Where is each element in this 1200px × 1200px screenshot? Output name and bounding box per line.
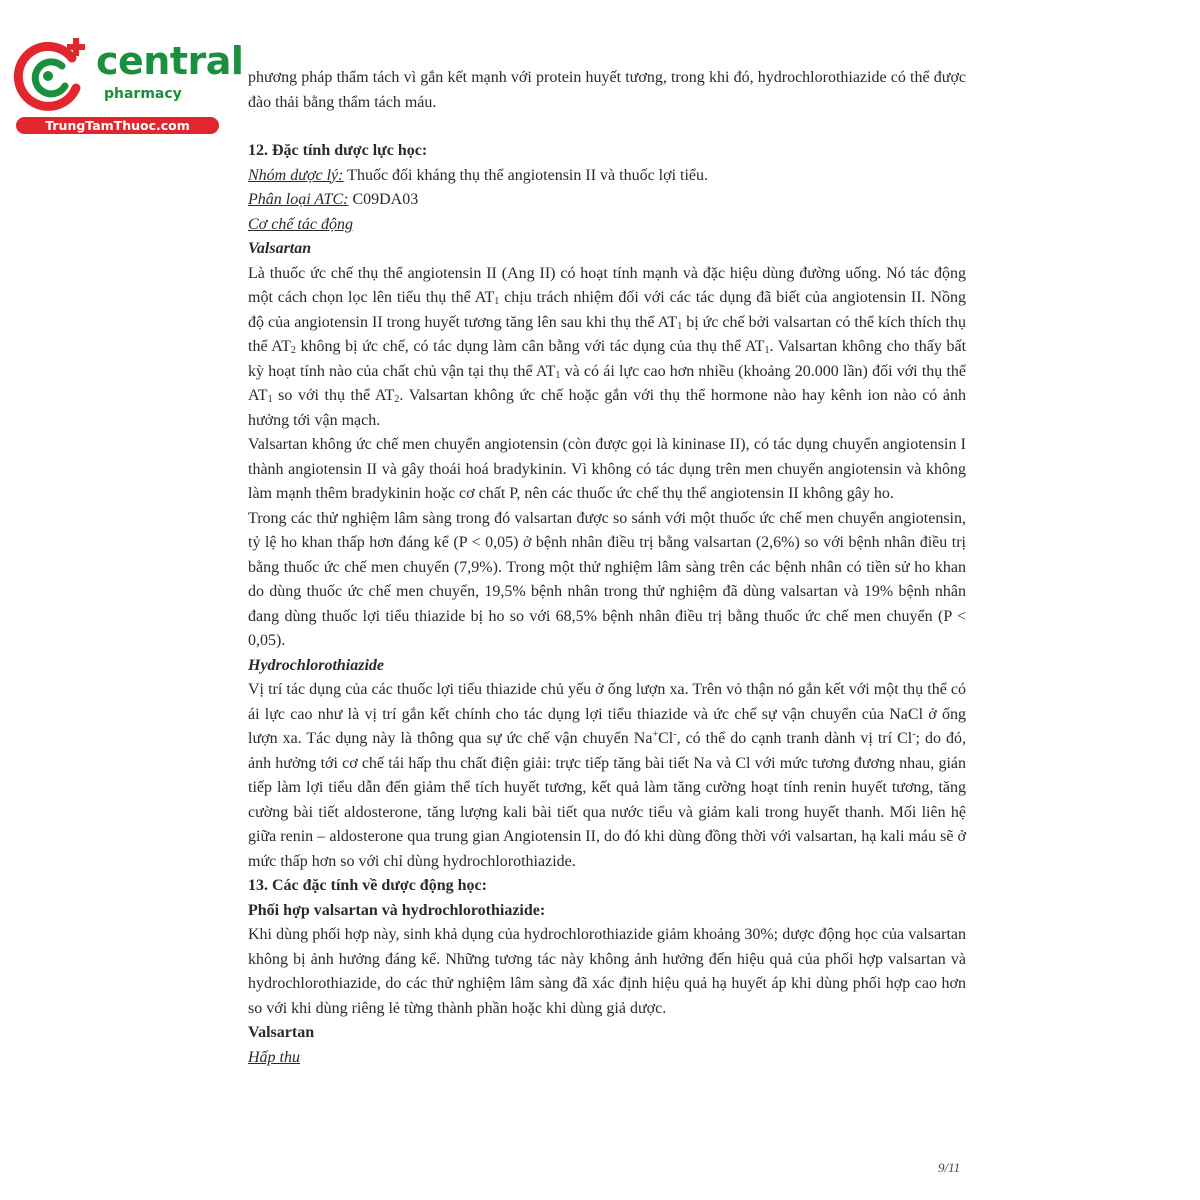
absorption-label: Hấp thu [248, 1048, 300, 1066]
atc-value: C09DA03 [348, 191, 419, 208]
superscript: - [673, 729, 677, 740]
text-run: , có thể do cạnh tranh dành vị trí Cl [676, 730, 913, 747]
document-body [248, 66, 966, 1070]
text-run: không bị ức chế, có tác dụng làm cân bằng với tác dụng của thụ thể AT [295, 338, 765, 355]
combination-heading: Phối hợp valsartan và hydrochlorothiazide: [248, 901, 546, 919]
superscript: + [652, 729, 659, 740]
text-run: so với thụ thể AT [272, 387, 395, 404]
text-run: Vị trí tác dụng của các thuốc lợi tiểu thiazide chủ yếu ở ống lượn xa. Trên vỏ thận nó gắn kết với một thụ thể có ái lực cao như là vị trí gắn kết chính cho tác dụng lợi tiểu thiazide và ức chế sự vận chuyển của NaCl ở ống lượn xa. Tác dụng này là thông qua sự ức chế vận chuyển Na [248, 681, 966, 747]
text-run: ; do đó, ảnh hưởng tới cơ chế tái hấp thu chất điện giải: trực tiếp tăng bài tiết Na và Cl với mức tương đương nhau, gián tiếp làm lợi tiểu dẫn đến giảm thể tích huyết tương, kết quả làm tăng cường hoạt tính renin huyết tương, tăng cường bài tiết aldosterone, tăng lượng kali bài tiết qua nước tiểu và giảm kali trong huyết thanh. Mối liên hệ giữa renin – aldosterone qua trung gian Angiotensin II, do đó khi dùng đồng thời với valsartan, hạ kali máu sẽ ở mức thấp hơn so với chỉ dùng hydrochlorothiazide. [248, 730, 966, 870]
hydrochlorothiazide-paragraph [248, 678, 966, 874]
text-run: bị ức chế bởi valsartan có thể kích thích thụ thể AT [248, 313, 966, 355]
subscript: 2 [290, 345, 296, 356]
valsartan-pk-heading: Valsartan [248, 1024, 315, 1041]
subscript: 1 [764, 345, 770, 356]
brand-subtitle: pharmacy [104, 86, 182, 102]
subscript: 1 [677, 320, 683, 332]
pharmacologic-group [248, 164, 966, 189]
text-run: và có ái lực cao hơn nhiều (khoảng 20.000 lần) đối với thụ thể AT [248, 362, 967, 404]
brand-logo [10, 36, 244, 140]
text-run: Là thuốc ức chế thụ thể angiotensin II (Ang II) có hoạt tính mạnh và đặc hiệu dùng đường uống. Nó tác động một cách chọn lọc lên tiểu thụ thể AT [248, 264, 966, 306]
valsartan-paragraph-3: Trong các thử nghiệm lâm sàng trong đó valsartan được so sánh với một thuốc ức chế men chuyển angiotensin, tỷ lệ ho khan thấp hơn đáng kể (P < 0,05) ở bệnh nhân điều trị bằng valsartan (2,6%) so với bệnh nhân điều trị bằng thuốc ức chế men chuyển (7,9%). Trong một thử nghiệm lâm sàng trên các bệnh nhân có tiền sử ho khan do dùng thuốc ức chế men chuyển, 19,5% bệnh nhân trong thử nghiệm đã dùng valsartan và 19% bệnh nhân đang dùng thuốc lợi tiểu thiazide bị ho so với 68,5% bệnh nhân điều trị bằng thuốc ức chế men chuyển (P < 0,05). [248, 509, 966, 649]
text-run: . Valsartan không cho thấy bất kỳ hoạt tính nào của chất chủ vận tại thụ thể AT [248, 338, 967, 380]
valsartan-paragraph-2: Valsartan không ức chế men chuyển angiotensin (còn được gọi là kininase II), có tác dụng chuyển angiotensin I thành angiotensin II và gây thoái hoá bradykinin. Vì không có tác dụng trên men chuyển angiotensin và không làm mạnh thêm bradykinin hoặc cơ chất P, nên các thuốc ức chế thụ thể angiotensin II không gây ho. [248, 436, 966, 502]
valsartan-paragraph-1 [248, 262, 966, 434]
valsartan-heading: Valsartan [248, 240, 312, 257]
atc-label: Phân loại ATC: [248, 191, 349, 208]
subscript: 2 [394, 394, 400, 405]
central-pharmacy-logo-icon [10, 36, 90, 116]
subscript: 1 [494, 296, 500, 307]
text-run: . Valsartan không ức chế hoặc gắn với thụ thể hormone nào hay kênh ion nào có ảnh hưởng tới vận mạch. [248, 387, 967, 429]
subscript: 1 [267, 394, 273, 405]
mechanism-label: Cơ chế tác động [248, 215, 353, 233]
section-12-heading: 12. Đặc tính dược lực học: [248, 142, 428, 159]
atc-classification [248, 188, 966, 213]
pharmacologic-group-label: Nhóm dược lý: [248, 166, 344, 184]
mechanism-heading [248, 213, 966, 238]
text-run: chịu trách nhiệm đối với các tác dụng đã biết của angiotensin II. Nồng độ của angiotensin II trong huyết tương tăng lên sau khi thụ thể AT [248, 289, 967, 331]
section-13-heading: 13. Các đặc tính về dược động học: [248, 877, 487, 894]
subscript: 1 [555, 369, 561, 381]
intro-paragraph: phương pháp thẩm tách vì gắn kết mạnh với protein huyết tương, trong khi đó, hydrochlorothiazide có thể được đào thải bằng thẩm tách máu. [248, 69, 966, 111]
brand-website-badge: TrungTamThuoc.com [16, 117, 219, 134]
absorption-heading [248, 1046, 966, 1071]
superscript: - [912, 729, 916, 740]
page-number: 9/11 [938, 1160, 961, 1175]
text-run: Cl [658, 730, 674, 747]
hydrochlorothiazide-heading: Hydrochlorothiazide [248, 656, 385, 674]
combination-paragraph: Khi dùng phối hợp này, sinh khả dụng của hydrochlorothiazide giảm khoảng 30%; dược động học của valsartan không bị ảnh hưởng đáng kể. Những tương tác này không ảnh hưởng đến hiệu quả của phối hợp valsartan và hydrochlorothiazide, do các thử nghiệm lâm sàng đã xác định hiệu quả hạ huyết áp khi dùng phối hợp cao hơn so với khi dùng riêng lẻ từng thành phần hoặc khi dùng giả dược. [248, 926, 966, 1017]
brand-name: central [96, 39, 244, 83]
pharmacologic-group-value: Thuốc đối kháng thụ thể angiotensin II và thuốc lợi tiểu. [343, 166, 709, 184]
